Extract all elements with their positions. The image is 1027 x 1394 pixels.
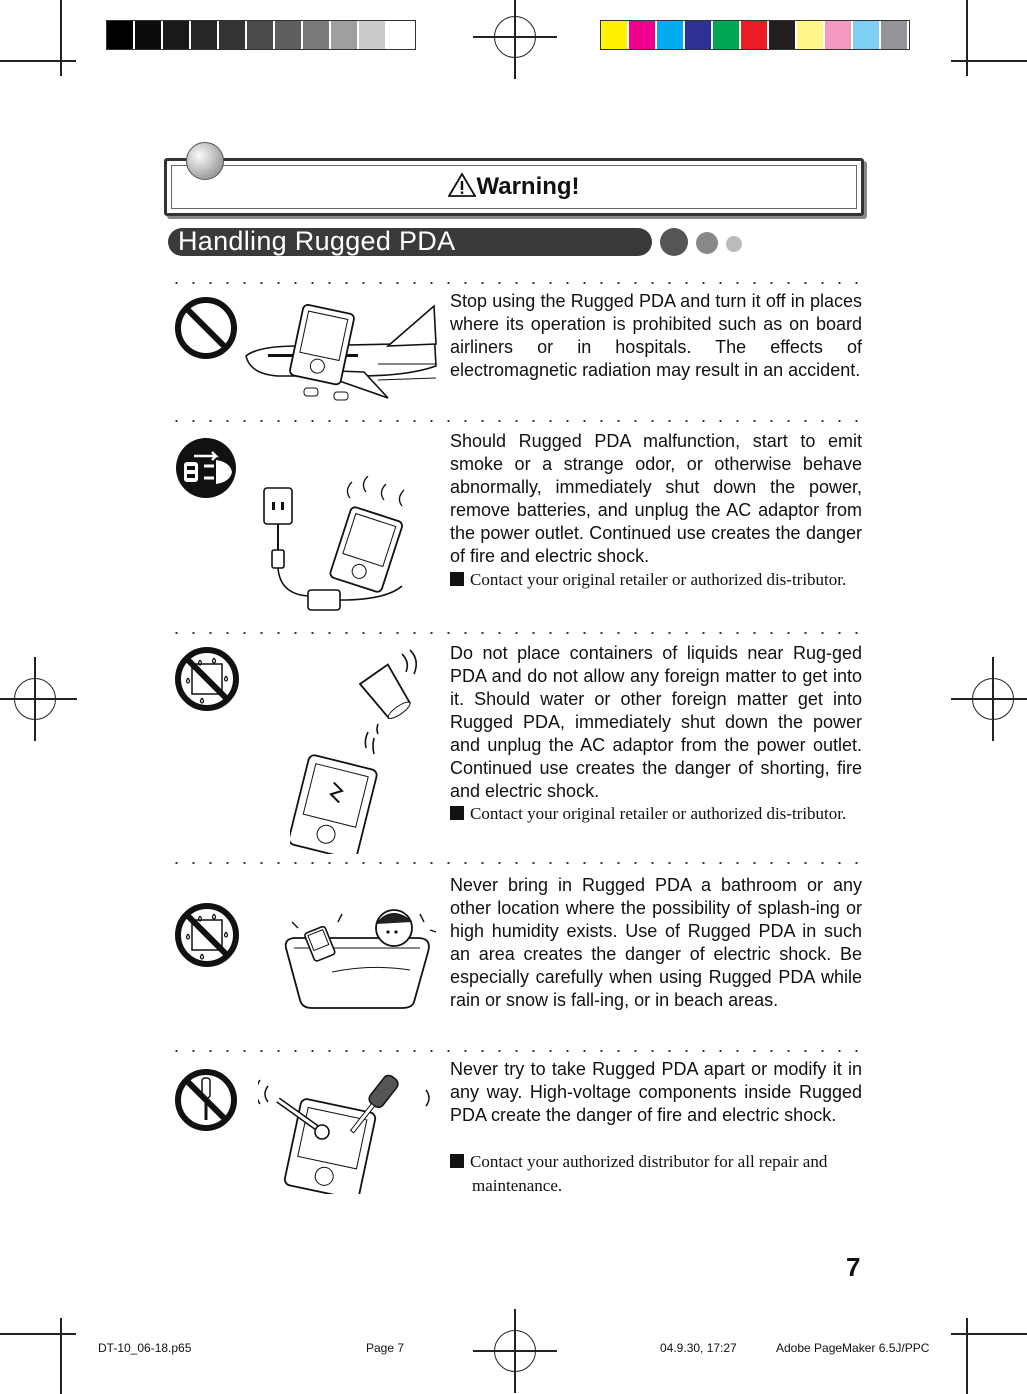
decor-dot-large: [660, 228, 688, 256]
spilled-cup-pda-illustration: [290, 648, 430, 854]
bathtub-pda-illustration: [282, 908, 438, 1014]
gray-swatch-10: [359, 21, 387, 49]
smoking-pda-illustration: [256, 476, 436, 620]
process-swatch-10: [853, 21, 881, 49]
gray-swatch-1: [107, 21, 135, 49]
gray-swatch-5: [219, 21, 247, 49]
process-swatch-11: [881, 21, 909, 49]
process-swatch-9: [825, 21, 853, 49]
slug-timestamp: 04.9.30, 17:27: [660, 1341, 737, 1355]
gray-swatch-9: [331, 21, 359, 49]
bullet-square-icon: [450, 806, 464, 820]
page-number: 7: [846, 1252, 861, 1282]
bullet-square-icon: [450, 572, 464, 586]
slug-page-label: Page 7: [366, 1341, 405, 1355]
item-2-text: Should Rugged PDA malfunction, start to emit smoke or a strange odor, or otherwise behave abnormally, immediately shut down the power, remove batteries, and unplug the AC adaptor from the power outlet. Continued use creates the danger of fire and electric shock.: [450, 431, 862, 566]
row-separator: [168, 862, 862, 864]
item-2-note-text: Contact your original retailer or authorized dis-tributor.: [470, 570, 847, 589]
item-5-note: [450, 1150, 862, 1198]
gray-swatch-2: [135, 21, 163, 49]
no-liquid-icon: [174, 646, 240, 712]
bullet-square-icon: [450, 1154, 464, 1168]
item-3-note: [450, 802, 862, 826]
process-swatch-8: [797, 21, 825, 49]
registration-mark-bottom: [494, 1330, 536, 1372]
process-swatch-3: [657, 21, 685, 49]
row-separator: [168, 1050, 862, 1052]
gray-swatch-8: [303, 21, 331, 49]
gray-swatch-4: [191, 21, 219, 49]
unplug-icon: [174, 436, 238, 500]
slug-software: Adobe PageMaker 6.5J/PPC: [776, 1341, 930, 1355]
globe-icon: [186, 142, 224, 180]
process-color-bar: [600, 20, 910, 50]
row-separator: [168, 282, 862, 284]
item-4-text: Never bring in Rugged PDA a bathroom or any other location where the possibility of splash-ing or high humidity exists. Use of Rugged PDA in such an area creates the danger of electric shock. Be especially carefully when using Rugged PDA while rain or snow is fall-ing, or in beach areas.: [450, 875, 862, 1010]
item-5-text: Never try to take Rugged PDA apart or modify it in any way. High-voltage components inside Rugged PDA create the danger of fire and electric shock.: [450, 1059, 862, 1125]
gray-color-bar: [106, 20, 416, 50]
no-water-icon: [174, 902, 240, 968]
slug-file-name: DT-10_06-18.p65: [98, 1341, 192, 1355]
warning-banner: [164, 158, 864, 216]
item-3-note-text: Contact your original retailer or authorized dis-tributor.: [470, 804, 847, 823]
process-swatch-5: [713, 21, 741, 49]
decor-dot-small: [726, 236, 742, 252]
gray-swatch-7: [275, 21, 303, 49]
gray-swatch-3: [163, 21, 191, 49]
decor-dot-medium: [696, 232, 718, 254]
item-5-note-text: Contact your authorized distributor for all repair and maintenance.: [470, 1152, 828, 1195]
registration-mark-top: [494, 16, 536, 58]
section-title: Handling Rugged PDA: [178, 226, 456, 256]
no-disassembly-icon: [174, 1068, 238, 1132]
gray-swatch-6: [247, 21, 275, 49]
item-3-text: Do not place containers of liquids near Rug-ged PDA and do not allow any foreign matter to get into it. Should water or other foreign matter get into Rugged PDA, immediately shut down the power and unplug the AC adaptor from the power outlet. Continued use creates the danger of shorting, fire and electric shock.: [450, 643, 862, 801]
warning-triangle-icon: [448, 173, 476, 197]
warning-title: Warning!: [476, 173, 580, 200]
airplane-pda-illustration: [238, 300, 438, 412]
registration-mark-left: [14, 678, 56, 720]
tools-pda-illustration: [258, 1072, 438, 1194]
process-swatch-7: [769, 21, 797, 49]
process-swatch-6: [741, 21, 769, 49]
item-1-text: Stop using the Rugged PDA and turn it off in places where its operation is prohibited such as on board airliners or in hospitals. The effects of electromagnetic radiation may result in an accident.: [450, 291, 862, 380]
no-entry-icon: [174, 296, 238, 360]
row-separator: [168, 632, 862, 634]
process-swatch-2: [629, 21, 657, 49]
process-swatch-4: [685, 21, 713, 49]
row-separator: [168, 420, 862, 422]
gray-swatch-11: [387, 21, 415, 49]
process-swatch-1: [601, 21, 629, 49]
warning-heading: [167, 173, 861, 201]
registration-mark-right: [972, 678, 1014, 720]
item-2-note: [450, 568, 862, 592]
